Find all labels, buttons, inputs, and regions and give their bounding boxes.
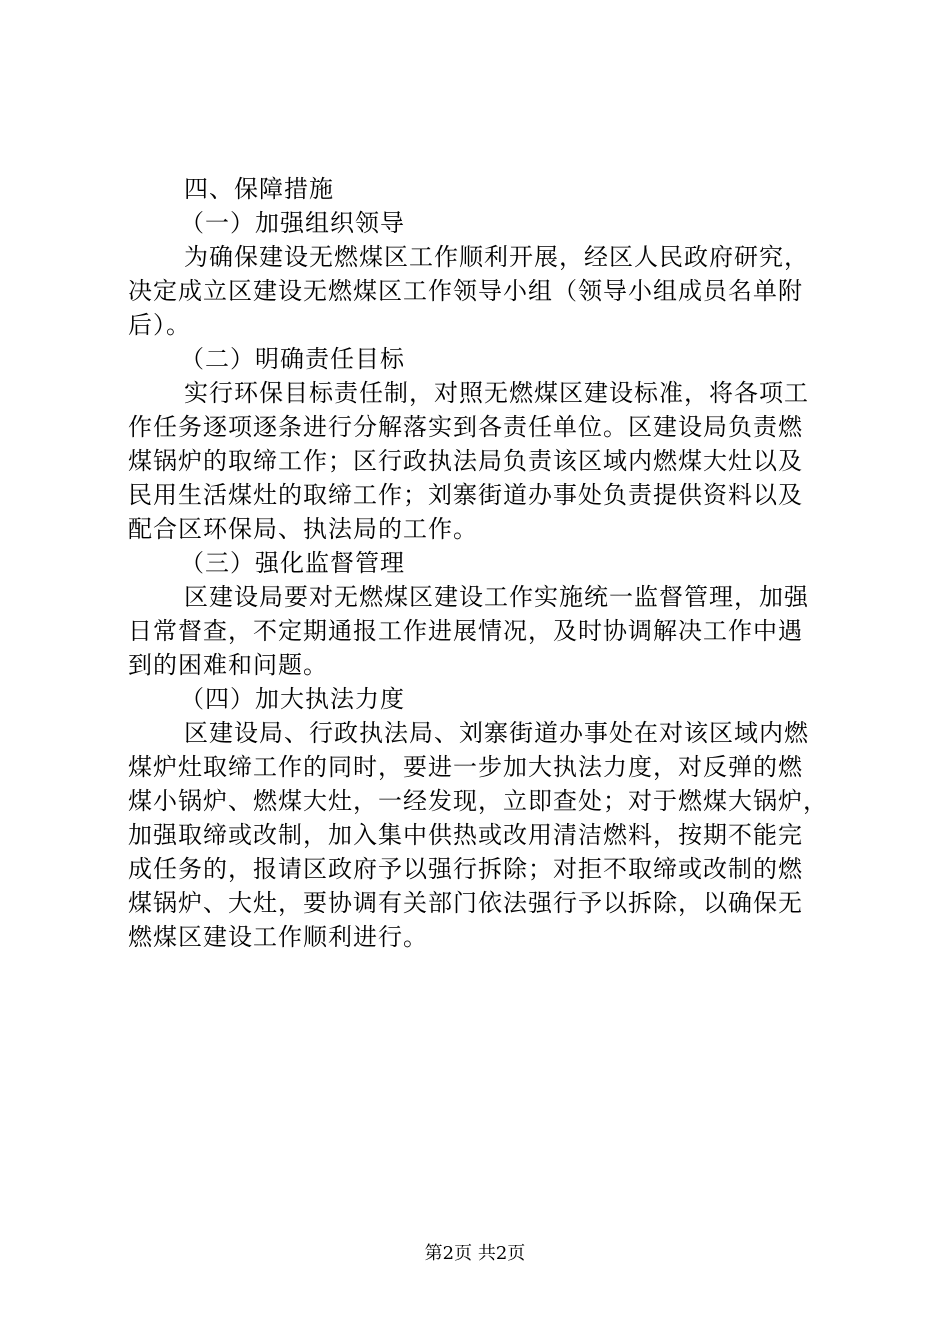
paragraph-line: 后）。 [128, 311, 191, 339]
subsection-heading-3: （三）强化监督管理 [180, 549, 405, 577]
paragraph-line: 区建设局、行政执法局、刘寨街道办事处在对该区域内燃 [184, 719, 809, 747]
paragraph-line: 决定成立区建设无燃煤区工作领导小组（领导小组成员名单附 [128, 277, 803, 305]
subsection-heading-1: （一）加强组织领导 [180, 209, 405, 237]
paragraph-line: 加强取缔或改制，加入集中供热或改用清洁燃料，按期不能完 [128, 821, 803, 849]
paragraph-line: 作任务逐项逐条进行分解落实到各责任单位。区建设局负责燃 [128, 413, 803, 441]
paragraph-line: 煤小锅炉、燃煤大灶，一经发现，立即查处；对于燃煤大锅炉， [128, 787, 828, 815]
paragraph-line: 煤炉灶取缔工作的同时，要进一步加大执法力度，对反弹的燃 [128, 753, 803, 781]
paragraph-line: 成任务的，报请区政府予以强行拆除；对拒不取缔或改制的燃 [128, 855, 803, 883]
page-footer [0, 1242, 950, 1266]
subsection-heading-2: （二）明确责任目标 [180, 345, 405, 373]
subsection-heading-4: （四）加大执法力度 [180, 685, 405, 713]
paragraph-line: 日常督查，不定期通报工作进展情况，及时协调解决工作中遇 [128, 617, 803, 645]
paragraph-line: 配合区环保局、执法局的工作。 [128, 515, 478, 543]
page-indicator: 第2页 共2页 [424, 1243, 526, 1264]
subsection-paragraph-3 [128, 580, 828, 682]
section-title: 四、保障措施 [184, 175, 334, 203]
subsection-paragraph-4 [128, 716, 828, 954]
paragraph-line: 为确保建设无燃煤区工作顺利开展，经区人民政府研究， [184, 243, 809, 271]
subsection-paragraph-2 [128, 376, 828, 546]
document-body [128, 172, 828, 954]
paragraph-line: 燃煤区建设工作顺利进行。 [128, 923, 428, 951]
paragraph-line: 煤锅炉的取缔工作；区行政执法局负责该区域内燃煤大灶以及 [128, 447, 803, 475]
paragraph-line: 民用生活煤灶的取缔工作；刘寨街道办事处负责提供资料以及 [128, 481, 803, 509]
paragraph-line: 实行环保目标责任制，对照无燃煤区建设标准，将各项工 [184, 379, 809, 407]
paragraph-line: 煤锅炉、大灶，要协调有关部门依法强行予以拆除，以确保无 [128, 889, 803, 917]
paragraph-line: 区建设局要对无燃煤区建设工作实施统一监督管理，加强 [184, 583, 809, 611]
subsection-paragraph-1 [128, 240, 828, 342]
paragraph-line: 到的困难和问题。 [128, 651, 328, 679]
